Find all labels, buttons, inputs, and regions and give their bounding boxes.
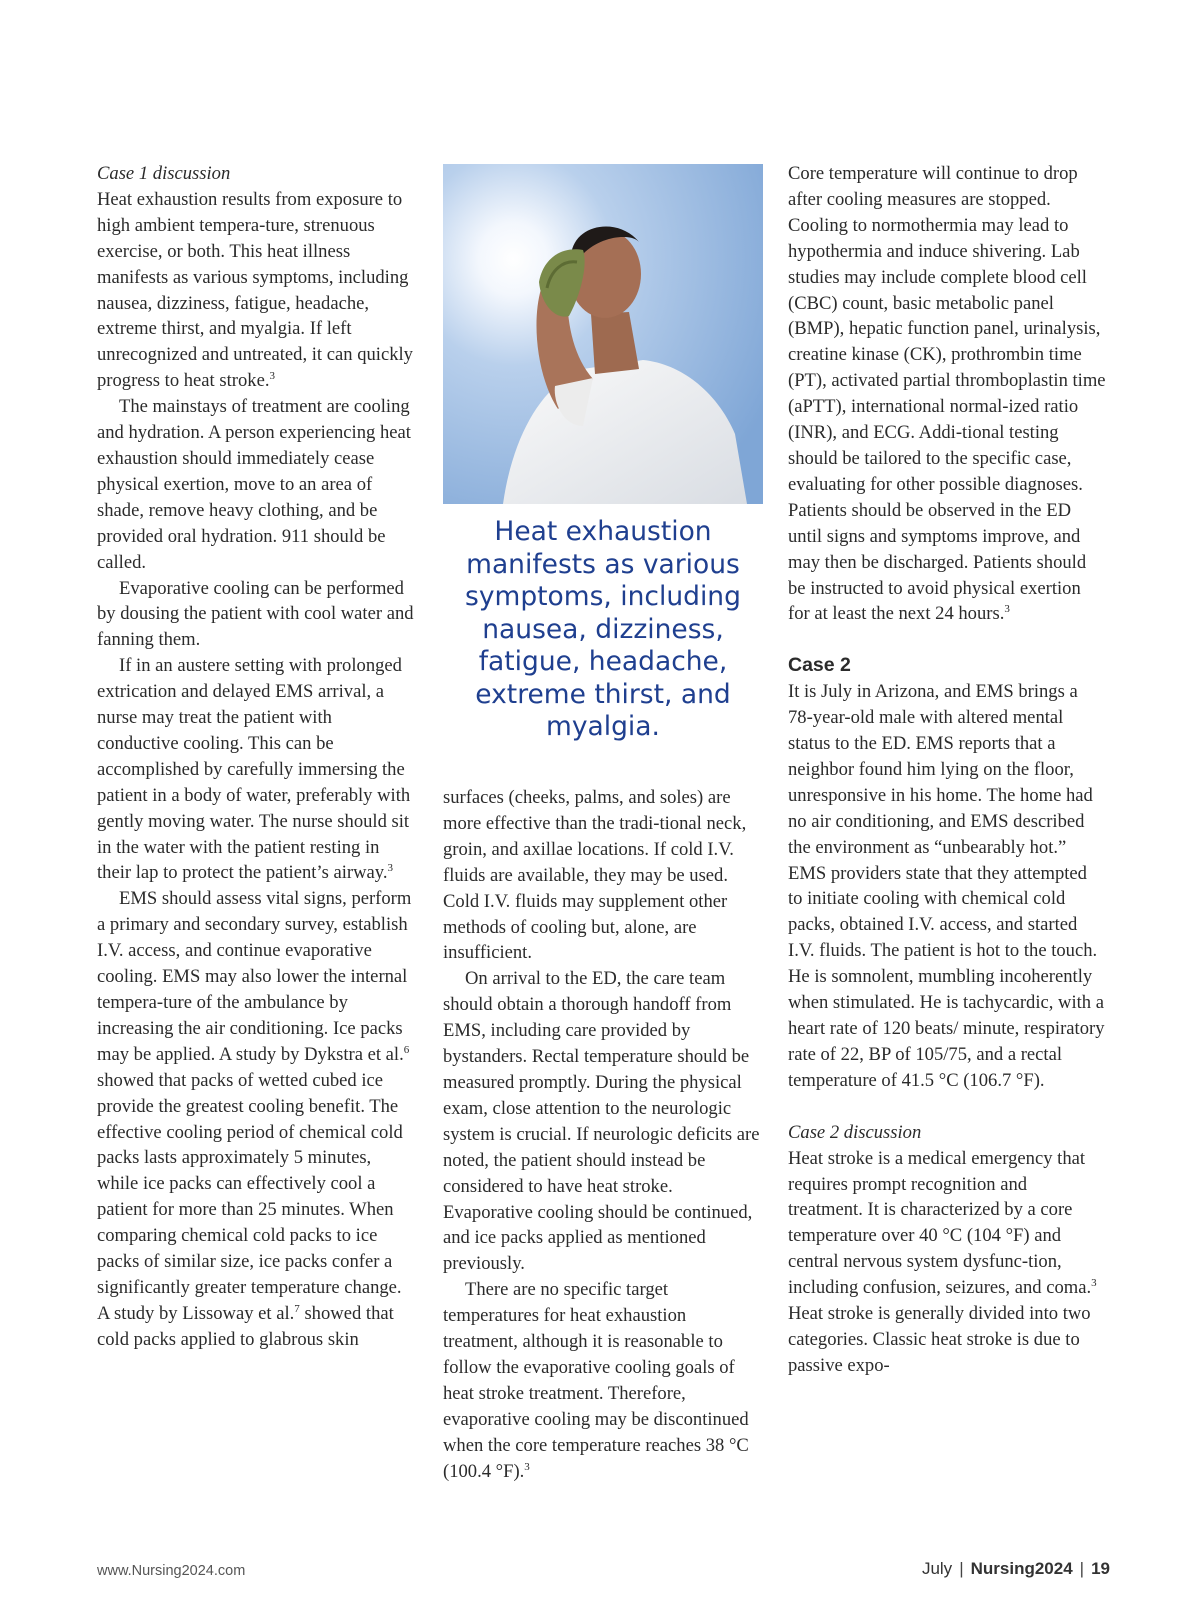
footer-folio — [922, 1559, 1110, 1579]
reference-marker: 3 — [524, 1460, 530, 1473]
reference-marker: 6 — [403, 1043, 410, 1056]
reference-marker: 3 — [1004, 603, 1010, 616]
paragraph-text: showed that packs of wetted cubed ice provide the greatest cooling benefit. The effective cooling period of chemical cold packs lasts approximately 5 minutes, while ice packs can effectively cool a patient for more than 25 minutes. When comparing chemical cold packs to ice packs of similar size, ice packs confer a significantly greater temperature change. A study by Lissoway et al. — [97, 1069, 403, 1324]
column-1 — [97, 161, 415, 1353]
man-wiping-sweat-photo — [443, 164, 763, 504]
paragraph: Evaporative cooling can be performed by dousing the patient with cool water and fanning them. — [97, 577, 414, 651]
paragraph-text: If in an austere setting with prolonged extrication and delayed EMS arrival, a nurse may treat the patient with conductive cooling. This can be accomplished by carefully immersing the patient in a body of water, preferably with gently moving water. The nurse should sit in the water with the patient resting in their lap to protect the patient’s airway. — [97, 655, 411, 884]
paragraph: On arrival to the ED, the care team should obtain a thorough handoff from EMS, including care provided by bystanders. Rectal temperature should be measured promptly. During the physical exam, close attention to the neurologic system is crucial. If neurologic deficits are noted, the patient should instead be considered to have heat stroke. Evaporative cooling should be continued, and ice packs applied as mentioned previously. — [443, 968, 760, 1275]
case-2-discussion-subhead: Case 2 discussion — [788, 1121, 922, 1143]
case-2-heading: Case 2 — [788, 654, 851, 677]
paragraph — [97, 187, 415, 394]
paragraph-text: There are no specific target temperatures for heat exhaustion treatment, although it is reasonable to follow the evaporative cooling goals of heat stroke treatment. Therefore, evaporative cooling may be discontinued when the core temperature reaches 38 °C (100.4 °F). — [443, 1279, 749, 1482]
spacer — [788, 1094, 1106, 1120]
page-number: 19 — [1091, 1559, 1110, 1578]
column-2 — [443, 785, 761, 1484]
footer-website: www.Nursing2024.com — [97, 1563, 246, 1579]
paragraph — [97, 886, 415, 1352]
paragraph-text: Heat stroke is a medical emergency that requires prompt recognition and treatment. It is characterized by a core temperature over 40 °C (104 °F) and central nervous system dysfunc-tion, including confusion, seizures, and coma. — [788, 1147, 1092, 1299]
paragraph: surfaces (cheeks, palms, and soles) are more effective than the tradi-tional neck, groin, and axillae locations. If cold I.V. fluids are available, they may be used. Cold I.V. fluids may supplement other methods of cooling but, alone, are insufficient. — [443, 787, 747, 964]
footer-month: July — [921, 1559, 953, 1578]
paragraph: The mainstays of treatment are cooling and hydration. A person experiencing heat exhaustion should immediately cease physical exertion, move to an area of shade, remove heavy clothing, and be provided oral hydration. 911 should be called. — [97, 396, 411, 573]
reference-marker: 3 — [1091, 1276, 1097, 1289]
reference-marker: 7 — [294, 1302, 300, 1315]
paragraph-text: Heat exhaustion results from exposure to high ambient tempera-ture, strenuous exercise, or both. This heat illness manifests as various symptoms, including nausea, dizziness, fatigue, headache, extreme thirst, and myalgia. If left unrecognized and untreated, it can quickly progress to heat stroke. — [97, 188, 413, 392]
reference-marker: 3 — [269, 370, 275, 383]
paragraph — [443, 1277, 761, 1484]
footer-magazine-name: Nursing2024 — [970, 1559, 1073, 1578]
paragraph — [97, 653, 415, 886]
paragraph-text: showed that cold packs applied to glabrous skin — [97, 1302, 394, 1350]
footer-separator: | — [959, 1559, 964, 1578]
paragraph-text: EMS should assess vital signs, perform a primary and secondary survey, establish I.V. access, and continue evaporative cooling. EMS may also lower the internal tempera-ture of the ambulance by increasing the air conditioning. Ice packs may be applied. A study by Dykstra et al. — [97, 888, 412, 1065]
footer-separator: | — [1079, 1559, 1085, 1578]
reference-marker: 3 — [387, 862, 394, 875]
paragraph-text: Heat stroke is generally divided into two categories. Classic heat stroke is due to passive expo- — [788, 1303, 1091, 1376]
paragraph — [788, 1146, 1106, 1379]
case-1-discussion-subhead: Case 1 discussion — [97, 163, 231, 184]
paragraph — [788, 161, 1106, 627]
paragraph-text: Core temperature will continue to drop after cooling measures are stopped. Cooling to normothermia may lead to hypothermia and induce shivering. Lab studies may include complete blood cell (CBC) count, basic metabolic panel (BMP), hepatic function panel, urinalysis, creatine kinase (CK), prothrombin time (PT), activated partial thromboplastin time (aPTT), international normal-ized ratio (INR), and ECG. Addi-tional testing should be tailored to the specific case, evaluating for other possible diagnoses. Patients should be observed in the ED until signs and symptoms improve, and may then be discharged. Patients should be instructed to avoid physical exertion for at least the next 24 hours. — [788, 163, 1106, 625]
spacer — [788, 627, 1106, 653]
paragraph: It is July in Arizona, and EMS brings a 78-year-old male with altered mental status to the ED. EMS reports that a neighbor found him lying on the floor, unresponsive in his home. The home had no air conditioning, and EMS described the environment as “unbearably hot.” EMS providers state that they attempted to initiate cooling with chemical cold packs, obtained I.V. access, and started I.V. fluids. The patient is hot to the touch. He is somnolent, mumbling incoherently when stimulated. He is tachycardic, with a heart rate of 120 beats/ minute, respiratory rate of 22, BP of 105/75, and a rectal temperature of 41.5 °C (106.7 °F). — [788, 681, 1105, 1091]
column-3 — [788, 161, 1106, 1379]
pull-quote: Heat exhaustion manifests as various symptoms, including nausea, dizziness, fatigue, headache, extreme thirst, and myalgia. — [465, 516, 741, 742]
